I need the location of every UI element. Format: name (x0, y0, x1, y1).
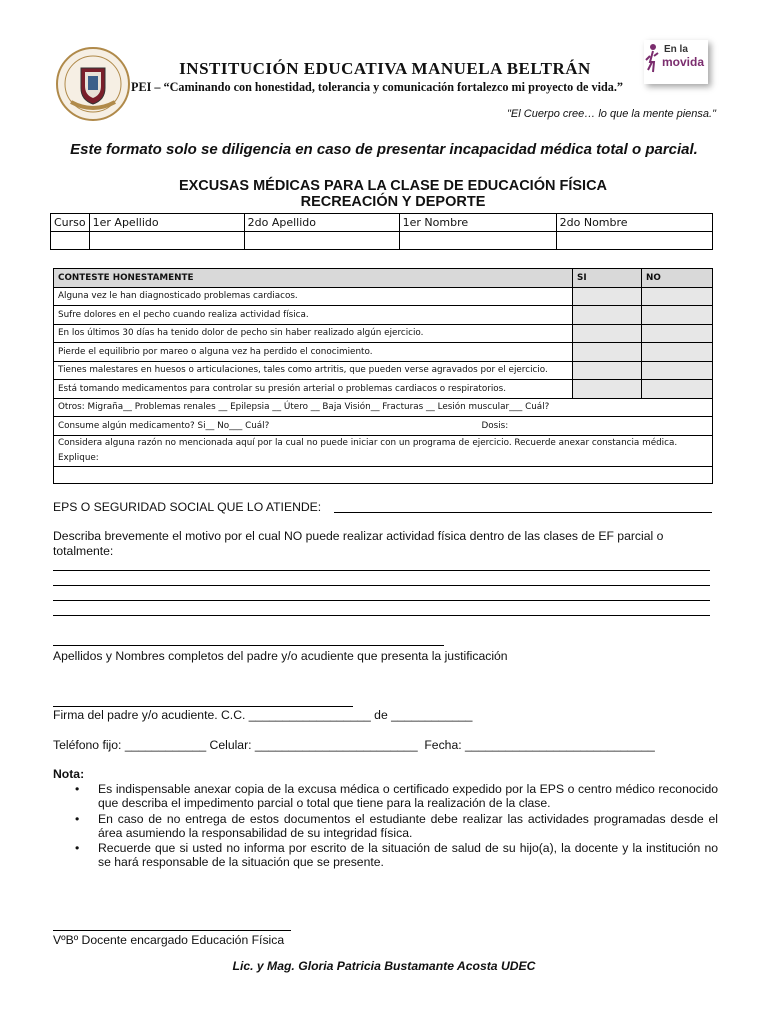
eps-label: EPS O SEGURIDAD SOCIAL QUE LO ATIENDE: (53, 500, 322, 514)
vobo-label: VºBº Docente encargado Educación Física (53, 933, 285, 947)
teacher-name: Lic. y Mag. Gloria Patricia Bustamante Acosta UDEC (232, 959, 536, 973)
yes-checkbox[interactable] (573, 380, 642, 399)
1er-nombre-field[interactable] (399, 232, 556, 250)
explain-field[interactable] (54, 466, 713, 483)
question-text: Tienes malestares en huesos o articulaciones, tales como artritis, que pueden verse agravados por el ejercicio. (54, 361, 573, 380)
phone-date-line[interactable]: Teléfono fijo: ____________ Celular: ________________________ Fecha: ____________________________ (53, 738, 655, 752)
other-reason-row[interactable] (54, 435, 713, 466)
questionnaire-header: CONTESTE HONESTAMENTE (54, 269, 573, 288)
yes-checkbox[interactable] (573, 361, 642, 380)
guardian-name-field[interactable] (53, 645, 444, 646)
other-reason-question: Considera alguna razón no mencionada aquí por la cual no puede iniciar con un programa de ejercicio. Recuerde anexar constancia médica. (58, 437, 678, 448)
form-subtitle: RECREACIÓN Y DEPORTE (300, 194, 486, 210)
col-2do-nombre: 2do Nombre (556, 214, 712, 232)
student-info-table (50, 213, 713, 250)
medication-row[interactable] (54, 417, 713, 436)
curso-field[interactable] (51, 232, 90, 250)
no-checkbox[interactable] (642, 380, 713, 399)
describe-label: Describa brevemente el motivo por el cual NO puede realizar actividad física dentro de las clases de EF parcial o totalmente: (53, 529, 664, 558)
question-text: Pierde el equilibrio por mareo o alguna vez ha perdido el conocimiento. (54, 343, 573, 362)
note-text: Recuerde que si usted no informa por escrito de la situación de salud de su hijo(a), la docente y la institución no se hará responsable de la situación que se presente. (98, 841, 718, 869)
other-conditions-row[interactable]: Otros: Migraña__ Problemas renales __ Epilepsia __ Útero __ Baja Visión__ Fracturas __ Lesión muscular___ Cuál? (54, 398, 713, 417)
no-checkbox[interactable] (642, 287, 713, 306)
no-checkbox[interactable] (642, 361, 713, 380)
yes-checkbox[interactable] (573, 343, 642, 362)
form-title: EXCUSAS MÉDICAS PARA LA CLASE DE EDUCACIÓN FÍSICA (178, 178, 608, 194)
bullet-icon: • (75, 782, 80, 796)
yes-header: SI (573, 269, 642, 288)
col-2do-apellido: 2do Apellido (244, 214, 399, 232)
explain-label: Explique: (58, 452, 99, 463)
note-text: En caso de no entrega de estos documentos el estudiante debe realizar las actividades programadas desde el área asumiendo la responsabilidad de su integridad física. (98, 811, 718, 840)
no-checkbox[interactable] (642, 324, 713, 343)
bullet-icon: • (75, 811, 80, 826)
question-text: Alguna vez le han diagnosticado problemas cardiacos. (54, 287, 573, 306)
no-checkbox[interactable] (642, 306, 713, 325)
notes-list (53, 782, 718, 871)
note-item (53, 812, 718, 840)
signature-field[interactable] (53, 706, 353, 707)
guardian-name-label: Apellidos y Nombres completos del padre y/o acudiente que presenta la justificación (53, 649, 508, 663)
yes-checkbox[interactable] (573, 306, 642, 325)
logo-text-bottom: movida (662, 55, 705, 69)
note-item (53, 782, 718, 810)
nota-title: Nota: (53, 767, 85, 781)
describe-line[interactable] (53, 570, 710, 571)
col-1er-nombre: 1er Nombre (399, 214, 556, 232)
vobo-signature-field[interactable] (53, 930, 291, 931)
describe-line[interactable] (53, 615, 710, 616)
dosis-label: Dosis: (481, 420, 509, 431)
yes-checkbox[interactable] (573, 287, 642, 306)
note-text: Es indispensable anexar copia de la excusa médica o certificado expedido por la EPS o centro médico reconocido que describa el impedimento parcial o total que tiene para la realización de la clase. (98, 782, 718, 810)
describe-line[interactable] (53, 585, 710, 586)
yes-checkbox[interactable] (573, 324, 642, 343)
medication-question: Consume algún medicamento? Si__ No___ Cuál? (58, 420, 270, 431)
1er-apellido-field[interactable] (89, 232, 244, 250)
school-crest-logo (55, 46, 131, 122)
en-la-movida-logo (644, 40, 708, 84)
note-item (53, 841, 718, 869)
2do-nombre-field[interactable] (556, 232, 712, 250)
describe-line[interactable] (53, 600, 710, 601)
question-text: Está tomando medicamentos para controlar su presión arterial o problemas cardiacos o respiratorios. (54, 380, 573, 399)
bullet-icon: • (75, 841, 80, 855)
2do-apellido-field[interactable] (244, 232, 399, 250)
pei-motto: PEI – “Caminando con honestidad, tolerancia y comunicación fortalezco mi proyecto de vida.” (131, 80, 623, 94)
institution-name: INSTITUCIÓN EDUCATIVA MANUELA BELTRÁN (179, 59, 591, 78)
no-header: NO (642, 269, 713, 288)
signature-line[interactable]: Firma del padre y/o acudiente. C.C. __________________ de ____________ (53, 708, 473, 722)
logo-text-top: En la (664, 44, 688, 55)
eps-field[interactable] (334, 512, 712, 513)
question-text: Sufre dolores en el pecho cuando realiza actividad física. (54, 306, 573, 325)
form-notice: Este formato solo se diligencia en caso de presentar incapacidad médica total o parcial. (70, 141, 698, 158)
col-1er-apellido: 1er Apellido (89, 214, 244, 232)
col-curso: Curso (51, 214, 90, 232)
header-quote: "El Cuerpo cree… lo que la mente piensa." (507, 108, 716, 120)
health-questionnaire (53, 268, 713, 484)
question-text: En los últimos 30 días ha tenido dolor de pecho sin haber realizado algún ejercicio. (54, 324, 573, 343)
no-checkbox[interactable] (642, 343, 713, 362)
